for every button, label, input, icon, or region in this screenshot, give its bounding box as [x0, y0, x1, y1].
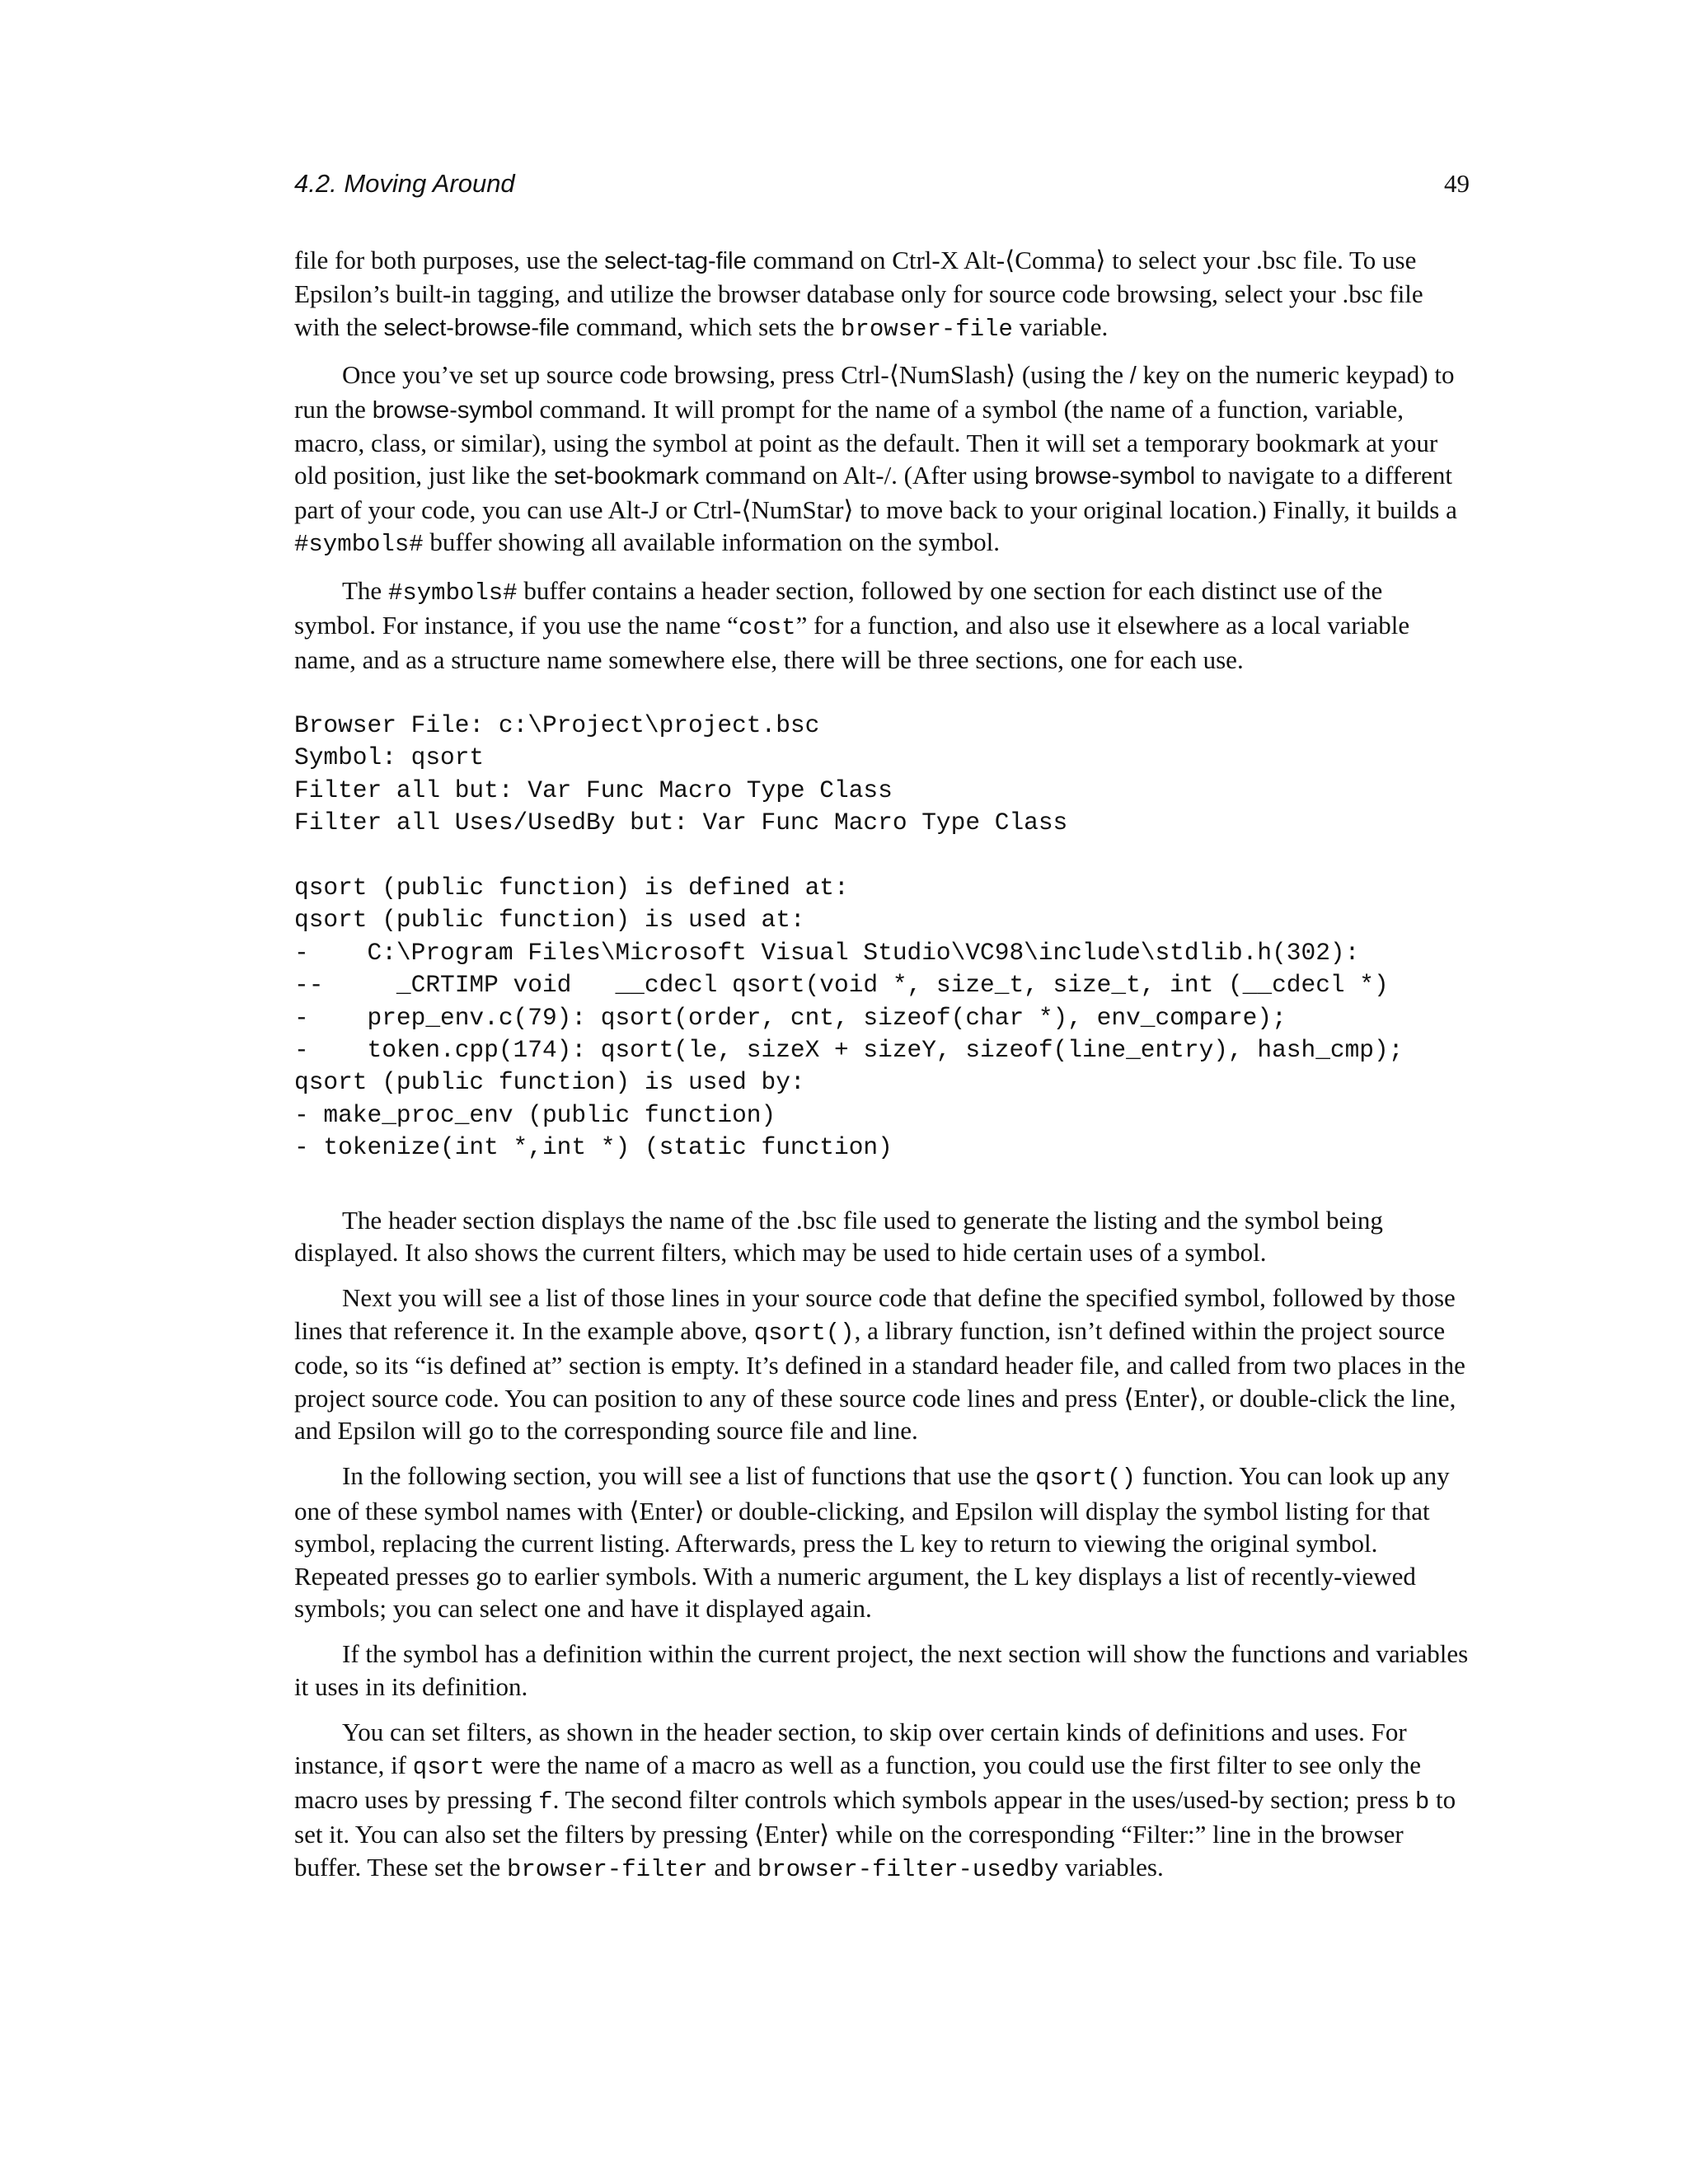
text-run: . The second filter controls which symbols appear in the uses/used-by section; press	[552, 1785, 1415, 1815]
variable-name: browser-file	[841, 315, 1013, 343]
code-snippet: qsort()	[753, 1319, 855, 1347]
text-run: were the name of a macro as well as a function, you could use the first filter to see only the macro uses by pressing	[294, 1750, 1422, 1815]
command-name: set-bookmark	[554, 463, 699, 490]
variable-name: browser-filter-usedby	[757, 1855, 1059, 1883]
text-run: variable.	[1012, 312, 1109, 341]
text-run: The	[342, 575, 388, 605]
text-run: buffer contains a header section, followed by one section for each distinct use of the symbol. For instance, if you use the name “	[294, 575, 1383, 640]
paragraph-4: The header section displays the name of the .bsc file used to generate the listing and the symbol being displayed. It also shows the current filters, which may be used to hide certain uses of a symbol.	[294, 1205, 1383, 1267]
text-run: Next you will see a list of those lines in your source code that define the specified symbol, followed by those lines that reference it. In the example above,	[294, 1283, 1456, 1345]
code-snippet: qsort	[412, 1753, 485, 1781]
text-run: key on the numeric keypad) to run the	[294, 360, 1455, 424]
text-run: to set it. You can also set the filters by pressing ⟨Enter⟩ while on the corresponding “Filter:” line in the browser buffer. These set the	[294, 1785, 1456, 1882]
text-run: file for both purposes, use the	[294, 246, 605, 274]
paragraph-1	[294, 244, 1470, 345]
buffer-name: #symbols#	[387, 579, 518, 607]
code-snippet: qsort()	[1035, 1465, 1136, 1493]
text-run: In the following section, you will see a list of functions that use the	[342, 1461, 1036, 1491]
paragraph-6	[294, 1460, 1470, 1624]
text-run: command on Alt-/. (After using	[698, 461, 1035, 490]
key-glyph: b	[1414, 1788, 1430, 1816]
page-number: 49	[1444, 169, 1470, 198]
key-glyph: f	[538, 1788, 553, 1816]
text-run: command on Ctrl-X Alt-⟨Comma⟩ to select your .bsc file. To use Epsilon’s built-in tagging, and utilize the browser database only for source code browsing, select your .bsc file with the	[294, 246, 1423, 341]
code-snippet: cost	[738, 614, 796, 642]
paragraph-5	[294, 1282, 1470, 1446]
text-run: ” for a function, and also use it elsewhere as a local variable name, and as a structure name somewhere else, there will be three sections, one for each use.	[294, 611, 1410, 675]
command-name: select-browse-file	[383, 314, 570, 341]
command-name: browse-symbol	[372, 396, 533, 424]
code-listing: Browser File: c:\Project\project.bsc Symbol: qsort Filter all but: Var Func Macro Type Class Filter all Uses/UsedBy but: Var Func Macro Type Class qsort (public function) is defined at: qsort (public function) is used at: - C:\Program Files\Microsoft Visual Studio\VC98\include\stdlib.h(302): -- _CRTIMP void __cdecl qsort(void *, size_t, size_t, int (__cdecl *) - prep_env.c(79): qsort(order, cnt, sizeof(char *), env_compare); - token.cpp(174): qsort(le, sizeX + sizeY, sizeof(line_entry), hash_cmp); qsort (public function) is used by: - make_proc_env (public function) - tokenize(int *,int *) (static function)	[294, 710, 1404, 1162]
section-title: 4.2. Moving Around	[294, 169, 515, 198]
text-run: to navigate to a different part of your code, you can use Alt-J or Ctrl-⟨NumStar⟩ to move back to your original location.) Finally, it builds a	[294, 461, 1457, 524]
running-header	[294, 169, 1470, 204]
text-run: function. You can look up any one of these symbol names with ⟨Enter⟩ or double-clicking, and Epsilon will display the symbol listing for that symbol, replacing the current listing. Afterwards, press the L key to return to viewing the original symbol. Repeated presses go to earlier symbols. With a numeric argument, the L key displays a list of recently-viewed symbols; you can select one and have it displayed again.	[294, 1461, 1450, 1624]
text-run: variables.	[1058, 1852, 1164, 1882]
text-run: , a library function, isn’t defined within the project source code, so its “is defined at” section is empty. It’s defined in a standard header file, and called from two places in the project source code. You can position to any of these source code lines and press ⟨Enter⟩, or double-click the line, and Epsilon will go to the corresponding source file and line.	[294, 1315, 1465, 1445]
paragraph-2	[294, 359, 1470, 560]
text-run: Once you’ve set up source code browsing, press Ctrl-⟨NumSlash⟩ (using the	[342, 360, 1130, 390]
buffer-name: #symbols#	[294, 531, 424, 559]
paragraph-7: If the symbol has a definition within the current project, the next section will show the functions and variables it uses in its definition.	[294, 1639, 1469, 1701]
text-run: command. It will prompt for the name of a symbol (the name of a function, variable, macro, class, or similar), using the symbol at point as the default. Then it will set a temporary bookmark at your old position, just like the	[294, 394, 1438, 490]
text-run: buffer showing all available information on the symbol.	[423, 527, 1001, 557]
paragraph-8	[294, 1716, 1470, 1886]
variable-name: browser-filter	[506, 1855, 708, 1883]
page-body	[294, 244, 1470, 1899]
text-run: and	[707, 1852, 757, 1882]
command-name: browse-symbol	[1034, 463, 1196, 490]
key-glyph: /	[1129, 363, 1137, 390]
text-run: command, which sets the	[570, 312, 842, 341]
text-run: You can set filters, as shown in the header section, to skip over certain kinds of definitions and uses. For instance, if	[294, 1718, 1407, 1779]
paragraph-3	[294, 574, 1470, 677]
command-name: select-tag-file	[604, 248, 747, 274]
